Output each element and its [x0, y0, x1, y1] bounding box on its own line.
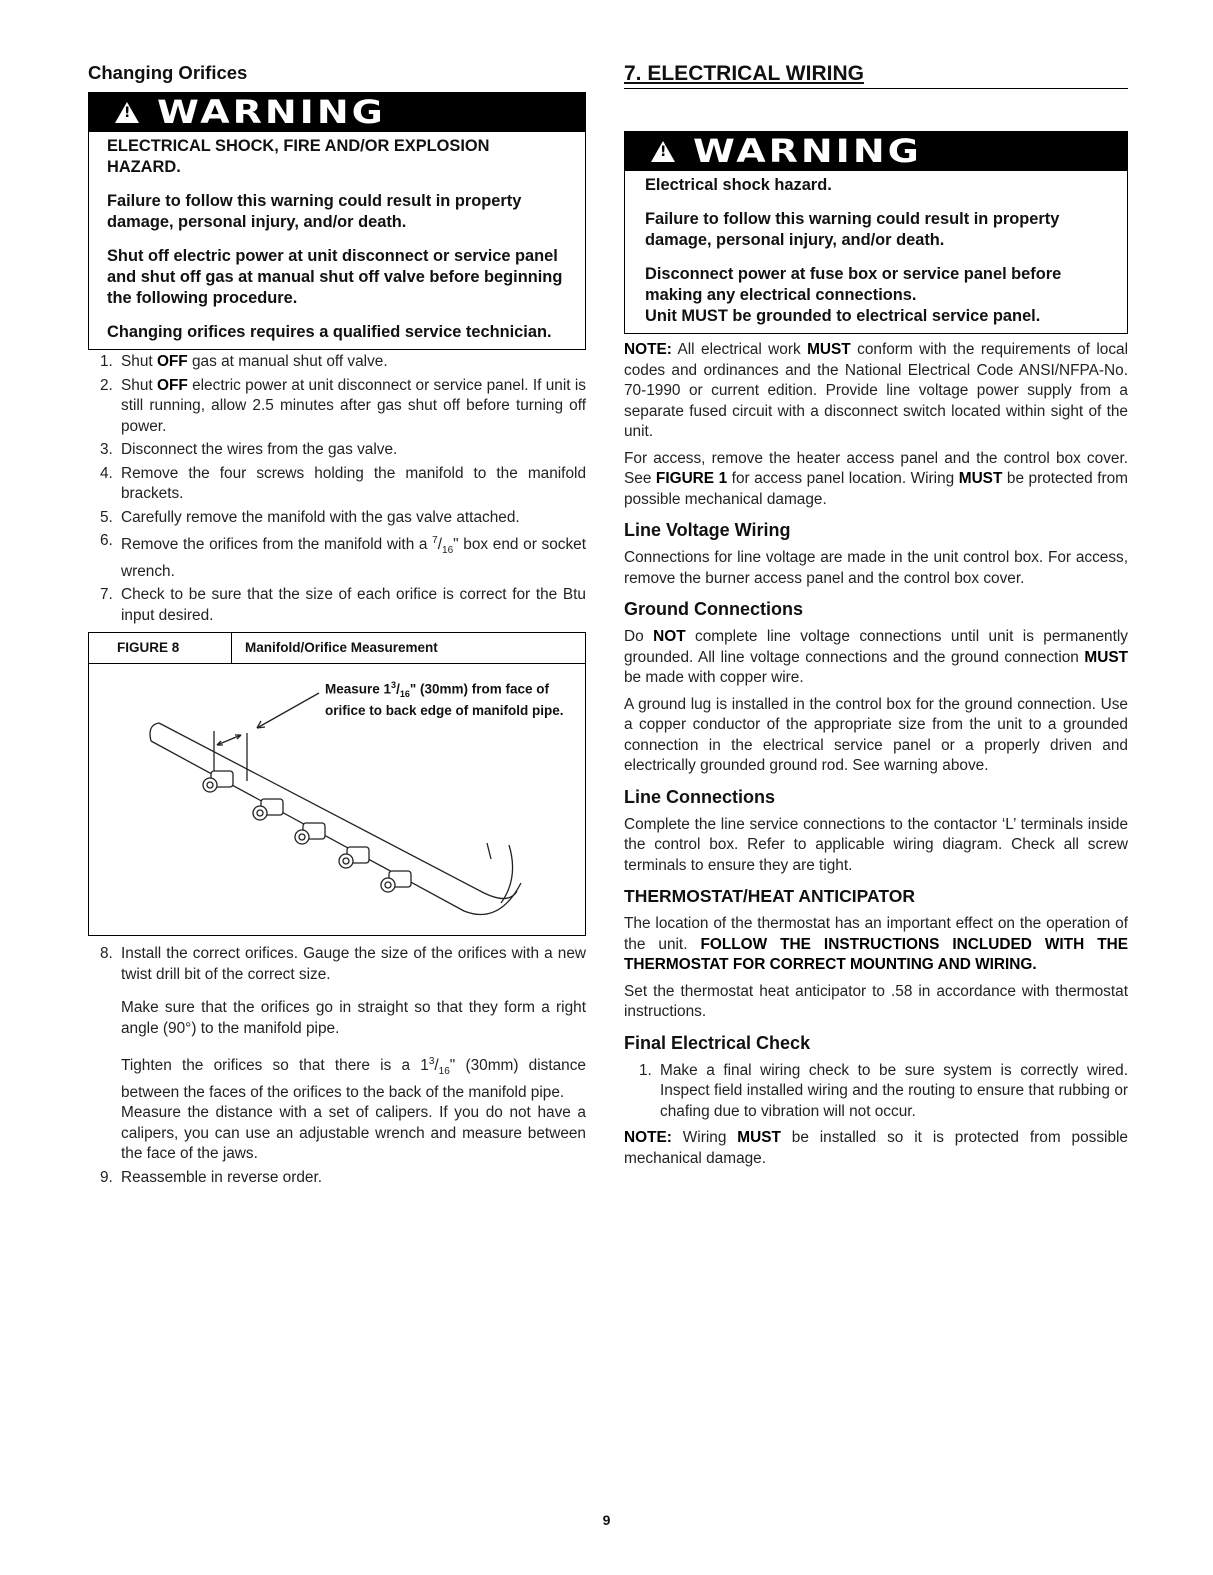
- subheading-final-electrical-check: Final Electrical Check: [624, 1032, 811, 1053]
- section-heading-changing-orifices: Changing Orifices: [88, 62, 248, 83]
- step-item: 7. Check to be sure that the size of each orifice is correct for the Btu input desired.: [100, 586, 586, 624]
- step-item: 4. Remove the four screws holding the manifold to the manifold brackets.: [100, 464, 586, 502]
- warning-line: Failure to follow this warning could result in property damage, personal injury, and/or death.: [107, 192, 522, 231]
- ground-paragraph-2: A ground lug is installed in the control box for the ground connection. Use a copper conductor of the appropriate size from the unit to a grounded connection in the electrical service panel or a properly driven and electrically grounded ground rod. See warning above.: [624, 695, 1128, 774]
- step-item: 8. Install the correct orifices. Gauge the size of the orifices with a new twist drill bit of the correct size. Make sure that the orifices go in straight so that they form a right angle (90°) to the manifold pipe. Tighten the orifices so that there is a $1^3/_{16}$" (30mm) distance between the faces of the orifices to the back of the manifold pipe. Measure the distance with a set of calipers. If you do not have a calipers, you can use an adjustable wrench and measure between the face of the jaws.: [100, 945, 586, 1163]
- figure-title: Manifold/Orifice Measurement: [245, 640, 438, 656]
- final-check-list: [624, 1061, 1128, 1123]
- pipe-end-cap: [150, 723, 159, 741]
- right-column: [624, 62, 1128, 1175]
- pipe-top-edge: [159, 723, 517, 899]
- pipe-bend-mark: [487, 843, 491, 859]
- pipe-elbow: [501, 845, 513, 903]
- warning-word: WARNING: [693, 132, 922, 170]
- orifice-3: [295, 823, 325, 844]
- orifice-4: [339, 847, 369, 868]
- figure-header: [89, 633, 585, 664]
- thermostat-paragraph-1: The location of the thermostat has an important effect on the operation of the unit. FOLLOW THE INSTRUCTIONS INCLUDED WITH THE THERMOSTAT FOR CORRECT MOUNTING AND WIRING.: [624, 915, 1128, 973]
- figure-annotation: Measure $1^3/_{16}$" (30mm) from face of orifice to back edge of manifold pipe.: [325, 680, 564, 718]
- procedure-steps: [88, 352, 586, 626]
- step-item: 5. Carefully remove the manifold with the gas valve attached.: [100, 508, 520, 526]
- manifold-orifice-illustration: [89, 663, 585, 933]
- step-item: 9. Reassemble in reverse order.: [100, 1168, 323, 1186]
- warning-line: Shut off electric power at unit disconnect or service panel and shut off gas at manual shut off valve before beginning the following procedure.: [107, 247, 563, 307]
- line-voltage-paragraph: Connections for line voltage are made in the unit control box. For access, remove the burner access panel and the control box cover.: [624, 549, 1128, 587]
- step-item: 1. Shut OFF gas at manual shut off valve.: [100, 353, 388, 370]
- warning-line: Disconnect power at fuse box or service panel before making any electrical connections.: [645, 265, 1062, 304]
- warning-line: Changing orifices requires a qualified service technician.: [107, 323, 552, 341]
- ground-paragraph-1: Do NOT complete line voltage connections until unit is permanently grounded. All line voltage connections and the ground connection MUST be made with copper wire.: [624, 628, 1129, 686]
- pipe-bottom-edge: [151, 741, 521, 915]
- subheading-thermostat: THERMOSTAT/HEAT ANTICIPATOR: [624, 886, 915, 906]
- subheading-line-connections: Line Connections: [624, 786, 776, 807]
- check-item: 1. Make a final wiring check to be sure system is correctly wired. Inspect field installed wiring and the routing to ensure that rubbing or chafing due to vibration will not occur.: [639, 1061, 1128, 1120]
- page-number: 9: [602, 1512, 611, 1528]
- note-paragraph: NOTE: All electrical work MUST conform with the requirements of local codes and ordinances and the National Electrical Code ANSI/NFPA-No. 70-1990 or current edition. Provide line voltage power supply from a separate fused circuit with a disconnect switch located within sight of the unit.: [624, 341, 1128, 440]
- warning-line: ELECTRICAL SHOCK, FIRE AND/OR EXPLOSION HAZARD.: [107, 137, 490, 176]
- warning-box-electrical: [624, 131, 1128, 334]
- thermostat-paragraph-2: Set the thermostat heat anticipator to .58 in accordance with thermostat instructions.: [624, 982, 1128, 1020]
- warning-triangle-icon: !: [115, 102, 139, 123]
- access-paragraph: For access, remove the heater access panel and the control box cover. See FIGURE 1 for access panel location. Wiring MUST be protected from possible mechanical damage.: [624, 449, 1128, 508]
- warning-banner: [89, 93, 585, 132]
- warning-text: [625, 171, 1127, 333]
- warning-line: Failure to follow this warning could result in property damage, personal injury, and/or death.: [645, 210, 1060, 249]
- step-item: 6. Remove the orifices from the manifold with a $^7/_{16}$" box end or socket wrench.: [100, 532, 586, 580]
- subheading-ground-connections: Ground Connections: [624, 599, 803, 619]
- warning-triangle-icon: !: [651, 141, 675, 162]
- note-paragraph-2: NOTE: Wiring MUST be installed so it is protected from possible mechanical damage.: [624, 1129, 1128, 1167]
- orifice-5: [381, 871, 411, 892]
- leader-line: [257, 693, 319, 728]
- step-item: 2. Shut OFF electric power at unit disconnect or service panel. If unit is still running, allow 2.5 minutes after gas shut off before turning off power.: [100, 376, 586, 435]
- figure-number: FIGURE 8: [89, 633, 232, 663]
- measure-arrow: [217, 735, 241, 745]
- warning-line: Unit MUST be grounded to electrical service panel.: [645, 307, 1041, 325]
- figure-8: [88, 632, 586, 936]
- procedure-steps-continued: [88, 944, 586, 1188]
- warning-text: [89, 132, 585, 349]
- warning-banner: [625, 132, 1127, 171]
- orifice-2: [253, 799, 283, 820]
- subheading-line-voltage-wiring: Line Voltage Wiring: [624, 520, 791, 540]
- warning-line: Electrical shock hazard.: [645, 176, 832, 194]
- section-heading-electrical-wiring: 7. ELECTRICAL WIRING: [624, 62, 1128, 89]
- orifice-1: [203, 771, 233, 792]
- warning-box-orifices: [88, 92, 586, 350]
- step-item: 3. Disconnect the wires from the gas valve.: [100, 441, 398, 458]
- line-connections-paragraph: Complete the line service connections to the contactor ‘L’ terminals inside the control box. Refer to applicable wiring diagram. Check all screw terminals to ensure they are tight.: [624, 815, 1128, 874]
- left-column: [88, 62, 586, 1191]
- orifices: [203, 771, 411, 892]
- warning-word: WARNING: [157, 93, 386, 131]
